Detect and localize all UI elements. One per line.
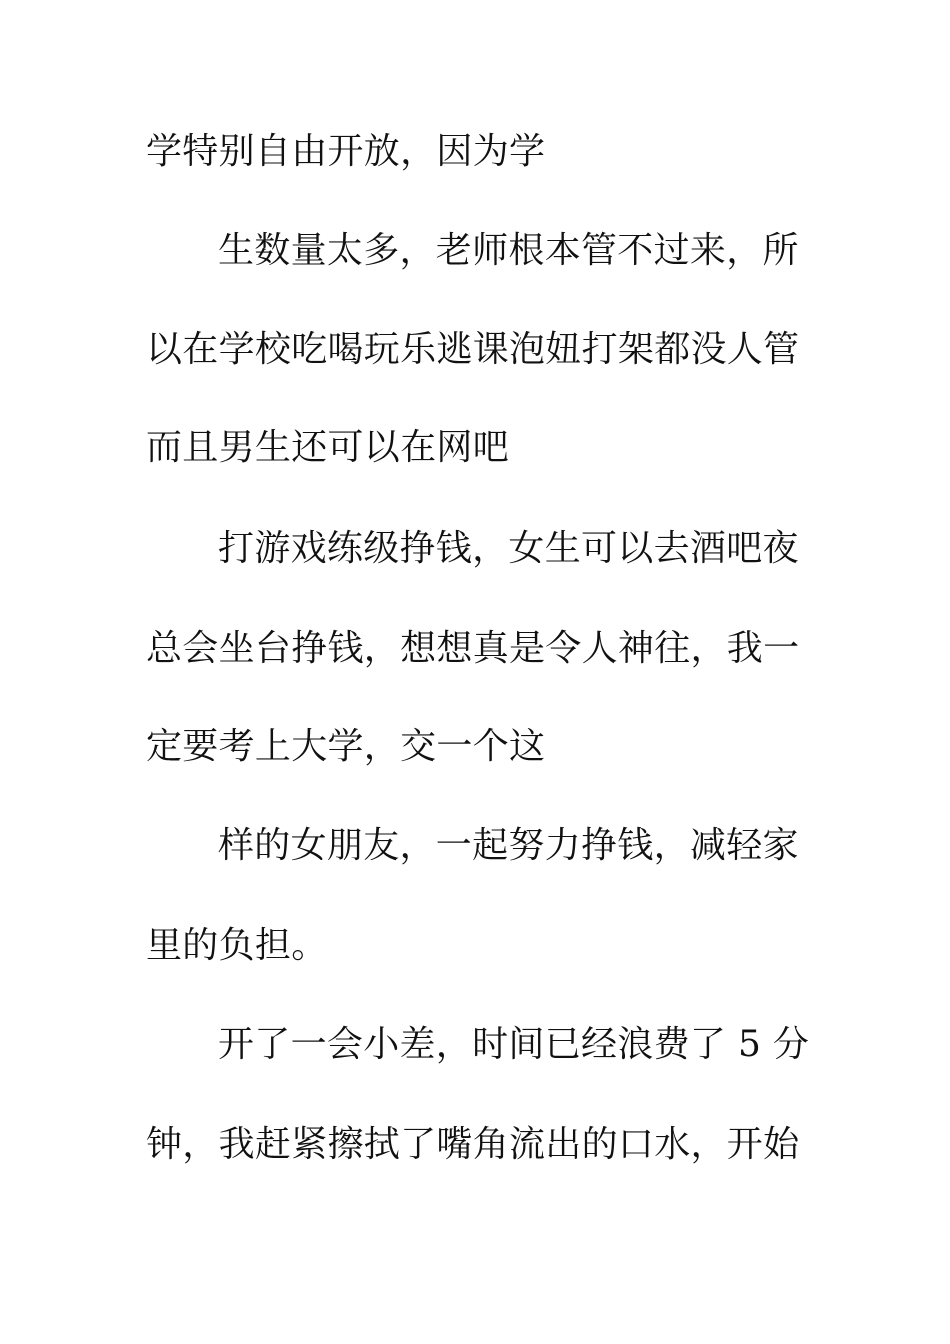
paragraph-start-line: 打游戏练级挣钱，女生可以去酒吧夜 (218, 528, 799, 569)
text-line: 里的负担。 (146, 925, 328, 966)
text-line: 钟，我赶紧擦拭了嘴角流出的口水，开始 (146, 1124, 800, 1165)
paragraph-start-line: 样的女朋友，一起努力挣钱，减轻家 (218, 825, 799, 866)
paragraph-start-line: 开了一会小差，时间已经浪费了 5 分 (218, 1024, 810, 1065)
text-line: 以在学校吃喝玩乐逃课泡妞打架都没人管 (146, 329, 800, 370)
text-line: 总会坐台挣钱，想想真是令人神往，我一 (146, 628, 800, 669)
text-line: 而且男生还可以在网吧 (146, 427, 510, 468)
paragraph-start-line: 生数量太多，老师根本管不过来，所 (218, 230, 799, 271)
text-line: 定要考上大学，交一个这 (146, 726, 546, 767)
text-line: 学特别自由开放，因为学 (146, 131, 546, 172)
